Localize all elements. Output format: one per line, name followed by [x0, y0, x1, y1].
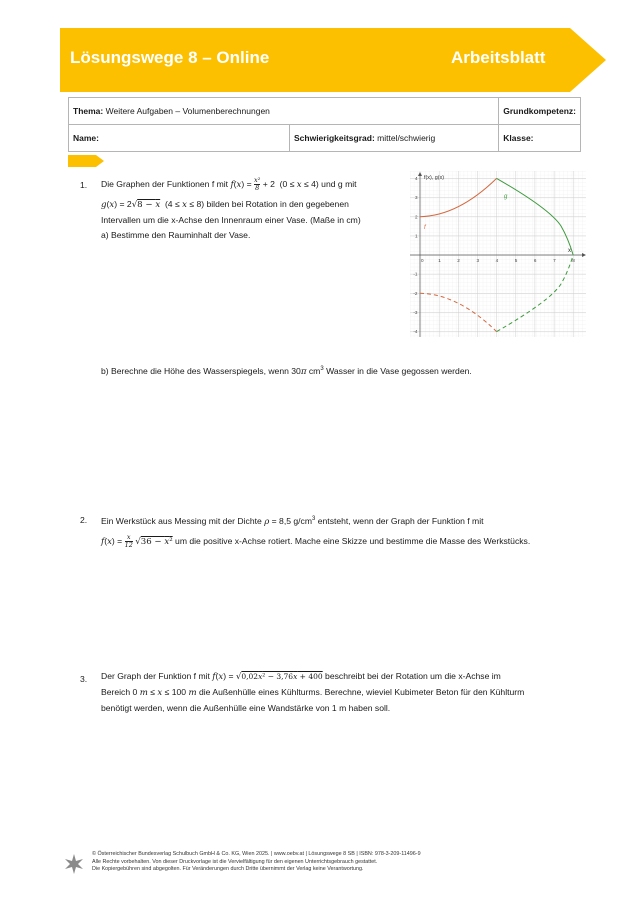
y-tick: -2 [413, 290, 418, 296]
y-axis-label: f(x), g(x) [424, 175, 445, 181]
header-banner [60, 28, 606, 92]
thema-cell [69, 98, 499, 125]
schwierigkeit-cell [290, 125, 499, 152]
klasse-cell: Klasse: [499, 125, 581, 152]
task-2-number: 2. [80, 515, 88, 525]
section-arrow-icon [68, 155, 104, 167]
task-3-line-3: benötigt werden, wenn die Außenhülle eine Wandstärke von 1 m haben soll. [101, 703, 391, 713]
x-tick: 8 [572, 258, 575, 263]
task-1-part-a: a) Bestimme den Rauminhalt der Vase. [101, 230, 251, 240]
document-type: Arbeitsblatt [451, 48, 546, 67]
function-graph [410, 171, 586, 337]
footer-rights: Alle Rechte vorbehalten. Von dieser Druckvorlage ist die Vervielfältigung für den eigenen Unterrichtsgebrauch gestattet. [92, 858, 378, 865]
task-2-line-1: Ein Werkstück aus Messing mit der Dichte ρ = 8,5 $g/cm^3$ entsteht, wenn der Graph der Funktion f mit [101, 515, 484, 527]
x-tick: 7 [553, 258, 556, 263]
task-1-line-1: Die Graphen der Funktionen f mit f(x) = $\frac{\text{x²}}{8}$ + 2 (0 ≤ x ≤ 4) und g mit [101, 176, 357, 193]
schwierigkeit-label: Schwierigkeitsgrad: [294, 133, 375, 143]
task-2-line-2: f(x) = $\frac{x}{12}$ √36 − x² um die positive x-Achse rotiert. Mache eine Skizze und bestimme die Masse des Werkstücks. [101, 533, 531, 550]
x-tick: 5 [514, 258, 518, 263]
y-tick: -4 [413, 329, 418, 335]
y-tick: 4 [414, 176, 418, 181]
x-tick: 2 [457, 258, 460, 263]
thema-value: Weitere Aufgaben – Volumenberechnungen [103, 106, 270, 116]
task-1-line-3: Intervallen um die x-Achse den Innenraum einer Vase. (Maße in cm) [101, 215, 361, 225]
y-tick: 1 [414, 233, 418, 239]
task-2 [101, 512, 581, 550]
y-tick: 2 [414, 214, 418, 220]
x-tick: 0 [421, 258, 424, 263]
y-tick: -1 [413, 271, 418, 277]
y-tick: -3 [413, 310, 418, 315]
thema-label: Thema: [73, 106, 104, 116]
publisher-logo-icon [62, 852, 86, 876]
task-1 [101, 177, 401, 243]
x-axis-label: x [568, 248, 571, 254]
task-1-part-b: b) Berechne die Höhe des Wasserspiegels, wenn 30π $cm^3$ Wasser in die Vase gegossen werden. [101, 365, 472, 377]
worksheet-info-table [68, 97, 581, 152]
footer-copyright: © Österreichischer Bundesverlag Schulbuch GmbH & Co. KG, Wien 2025. | www.oebv.at | Lösungswege 8 SB | ISBN: 978-3-209-11496-9 [92, 851, 421, 857]
grundkompetenz-cell: Grundkompetenz: [499, 98, 581, 125]
task-1-line-2: g(x) = 2√8 − x (4 ≤ x ≤ 8) bilden bei Rotation in den gegebenen [101, 199, 349, 210]
task-3-line-2: Bereich 0 m ≤ x ≤ 100 m die Außenhülle eines Kühlturms. Berechne, wieviel Kubimeter Beton für den Kühlturm [101, 687, 525, 698]
task-3-line-1: Der Graph der Funktion f mit f(x) = √0,02x² − 3,76x + 400 beschreibt bei der Rotation um die x-Achse im [101, 671, 501, 682]
x-tick: 1 [438, 258, 441, 263]
task-1-number: 1. [80, 180, 88, 190]
task-3 [101, 669, 581, 716]
x-tick: 4 [495, 258, 499, 263]
x-tick: 6 [533, 258, 537, 263]
name-cell: Name: [69, 125, 290, 152]
y-tick: 3 [414, 195, 418, 201]
footer [92, 851, 421, 874]
footer-disclaimer: Die Kopiergebühren sind abgegolten. Für Veränderungen durch Dritte übernimmt der Verlag keine Verantwortung. [92, 866, 364, 872]
x-tick: 3 [476, 258, 480, 263]
page-title: Lösungswege 8 – Online [70, 48, 270, 67]
label-g: g [504, 194, 508, 200]
label-f: f [424, 225, 426, 231]
task-3-number: 3. [80, 674, 88, 684]
schwierigkeit-value: mittel/schwierig [374, 133, 436, 143]
